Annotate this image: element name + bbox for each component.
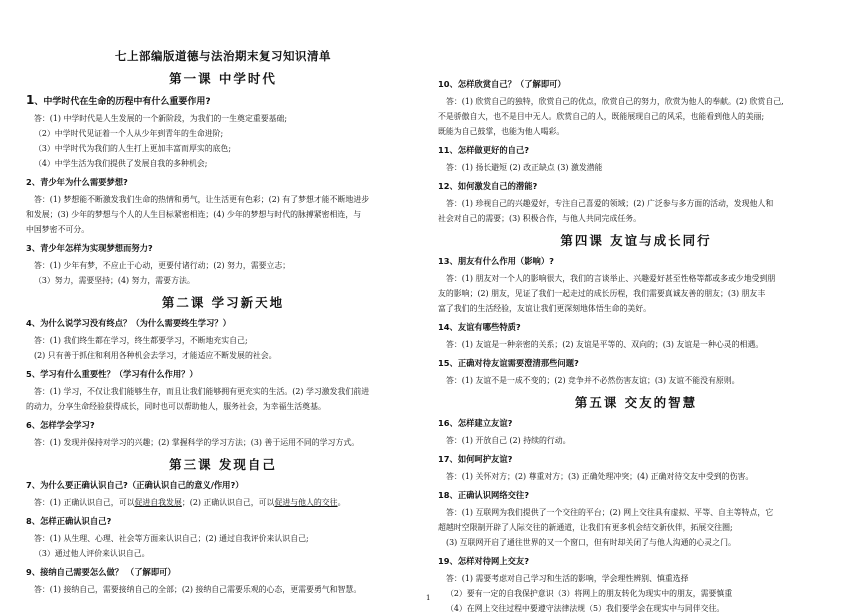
answer-line: 答：(1) 我们终生都在学习，终生都要学习，不断地充实自己; [34, 336, 248, 346]
question-1-title: 、中学时代在生命的历程中有什么重要作用? [34, 97, 211, 107]
answer-line: 答：(1) 互联网为我们提供了一个交往的平台；(2) 网上交往具有虚拟、平等、自主等特点，它 [446, 508, 774, 518]
answer-line: （3）中学时代为我们的人生打上更加丰富而厚实的底色; [34, 144, 232, 154]
answer-line: （4）在网上交往过程中要遵守法律法规（5）我们要学会在现实中与同伴交往。 [446, 604, 725, 614]
question-14: 14、友谊有哪些特质? [438, 322, 521, 333]
answer-line: 答：(1) 关怀对方；(2) 尊重对方；(3) 正确处理冲突；(4) 正确对待交友中受到的伤害。 [446, 472, 754, 482]
question-10: 10、怎样欣赏自己？（了解即可） [438, 79, 566, 89]
question-6: 6、怎样学会学习? [26, 420, 95, 431]
answer-line: (2) 只有善于抓住和利用各种机会去学习，才能适应不断发展的社会。 [34, 351, 277, 361]
question-2: 2、青少年为什么需要梦想? [26, 177, 128, 188]
answer-line: （2）要有一定的自我保护意识（3）将网上的朋友转化为现实中的朋友，需要慎重 [446, 589, 733, 599]
question-17: 17、如何呵护友谊? [438, 454, 513, 465]
answer-line: 答：(1) 朋友对一个人的影响很大，我们的言谈举止、兴趣爱好甚至性格等都或多或少地受到朋 [446, 274, 776, 284]
lesson-3-heading: 第三课 发现自己 [169, 457, 277, 473]
answer-line: 答：(1) 珍视自己的兴趣爱好，专注自己喜爱的领域；(2) 广泛参与多方面的活动，发现他人和 [446, 199, 774, 209]
answer-line: 富了我们的生活经验，友谊让我们更深刻地体悟生命的美好。 [438, 304, 652, 314]
answer-line: （4）中学生活为我们提供了发展自我的多种机会; [34, 159, 208, 169]
answer-line: 答：(1) 接纳自己，需要接纳自己的全部；(2) 接纳自己需要乐观的心态，更需要勇气和智慧。 [34, 585, 362, 595]
question-15: 15、正确对待友谊需要澄清那些问题? [438, 358, 579, 369]
question-1 [26, 93, 420, 107]
answer-line: 答：(1) 少年有梦，不应止于心动，更要付诸行动；(2) 努力，需要立志； [34, 261, 291, 271]
answer-line: 答：(1) 中学时代是人生发展的一个新阶段，为我们的一生奠定重要基础; [34, 114, 288, 123]
question-12: 12、如何激发自己的潜能? [438, 181, 538, 192]
lesson-5-heading: 第五课 交友的智慧 [574, 395, 698, 411]
question-19: 19、怎样对待网上交友? [438, 556, 530, 567]
question-9: 9、接纳自己需要怎么做？ （了解即可） [26, 567, 176, 578]
document-title: 七上部编版道德与法治期末复习知识清单 [115, 49, 331, 63]
question-3: 3、青少年怎样为实现梦想而努力? [26, 243, 153, 254]
answer-line: 答：(1) 学习，不仅让我们能够生存，而且让我们能够拥有更充实的生活。(2) 学习激发我们前进 [34, 387, 370, 397]
answer-line: 答：(1) 梦想能不断激发我们生命的热情和勇气，让生活更有色彩；(2) 有了梦想才能不断地进步 [34, 195, 370, 205]
question-16: 16、怎样建立友谊? [438, 418, 513, 429]
answer-line: 答：(1) 友谊不是一成不变的；(2) 竞争并不必然伤害友谊；(3) 友谊不能没有原则。 [446, 376, 740, 386]
question-4: 4、为什么说学习没有终点？（为什么需要终生学习？） [26, 318, 231, 329]
answer-line: 的动力，分享生命经验获得成长，同时也可以帮助他人，服务社会，为幸福生活奠基。 [26, 402, 326, 412]
underlined-term: 促进与他人的交往 [274, 498, 338, 508]
question-18: 18、正确认识网络交往? [438, 490, 530, 501]
answer-line: （3）努力，需要坚持；(4) 努力，需要方法。 [34, 276, 195, 286]
answer-line: 答：(1) 欣赏自己的独特，欣赏自己的优点，欣赏自己的努力，欣赏为他人的奉献。(2) 欣赏自己, [446, 97, 784, 106]
lesson-4-heading: 第四课 友谊与成长同行 [560, 233, 712, 249]
answer-line: 答：(1) 友谊是一种亲密的关系；(2) 友谊是平等的、双向的；(3) 友谊是一种心灵的相遇。 [446, 340, 764, 350]
answer-line: 答：(1) 从生理、心理、社会等方面来认识自己；(2) 通过自我评价来认识自己; [34, 534, 309, 544]
answer-line: （2）中学时代见证着一个人从少年到青年的生命进阶; [34, 129, 224, 139]
answer-line: 答：(1) 扬长避短 (2) 改正缺点 (3) 激发潜能 [446, 163, 603, 173]
answer-text: 。 [337, 498, 346, 508]
answer-line: 答：(1) 发现并保持对学习的兴趣；(2) 掌握科学的学习方法；(3) 善于运用不同的学习方式。 [34, 438, 360, 448]
right-column [438, 78, 834, 616]
page-number: 1 [426, 594, 431, 602]
question-13: 13、朋友有什么作用（影响）? [438, 256, 554, 267]
question-5: 5、学习有什么重要性？（学习有什么作用？） [26, 369, 198, 380]
answer-line: 既能为自己鼓掌，也能为他人喝彩。 [438, 127, 565, 137]
answer-line: 不是骄傲自大，也不是目中无人。欣赏自己的人，既能展现自己的风采，也能看到他人的美丽; [438, 112, 765, 122]
answer-line: 答：(1) 开放自己 (2) 持续的行动。 [446, 436, 571, 446]
answer-line: 超越时空限制开辟了人际交往的新通道，让我们有更多机会结交新伙伴，拓展交往圈; [438, 523, 733, 533]
answer-text: 答：(1) 正确认识自己，可以 [34, 498, 135, 508]
answer-line: 和发展；(3) 少年的梦想与个人的人生目标紧密相连；(4) 少年的梦想与时代的脉搏紧密相连，与 [26, 210, 362, 220]
left-column [26, 48, 420, 597]
underlined-term: 促进自我发展 [134, 498, 182, 508]
question-8: 8、怎样正确认识自己? [26, 516, 112, 527]
answer-line: (3) 互联网开启了通往世界的又一个窗口，但有时却关闭了与他人沟通的心灵之门。 [446, 538, 736, 548]
answer-line: （3）通过他人评价来认识自己。 [34, 549, 150, 559]
lesson-1-heading: 第一课 中学时代 [169, 71, 277, 86]
answer-text: ；(2) 正确认识自己，可以 [181, 498, 275, 508]
answer-line: 友的影响；(2) 朋友，见证了我们一起走过的成长历程，我们需要真诚友善的朋友；(3) 朋友丰 [438, 289, 766, 299]
answer-line [26, 495, 420, 510]
question-1-number: 1 [26, 93, 35, 107]
question-7: 7、为什么要正确认识自己?（正确认识自己的意义/作用?） [26, 480, 244, 491]
answer-line: 中国梦密不可分。 [26, 225, 90, 235]
answer-line: 社会对自己的需要；(3) 积极合作，与他人共同完成任务。 [438, 214, 642, 224]
answer-line: 答：(1) 需要考虑对自己学习和生活的影响，学会理性辨别、慎重选择 [446, 574, 689, 584]
lesson-2-heading: 第二课 学习新天地 [161, 295, 285, 311]
question-11: 11、怎样做更好的自己? [438, 145, 530, 156]
